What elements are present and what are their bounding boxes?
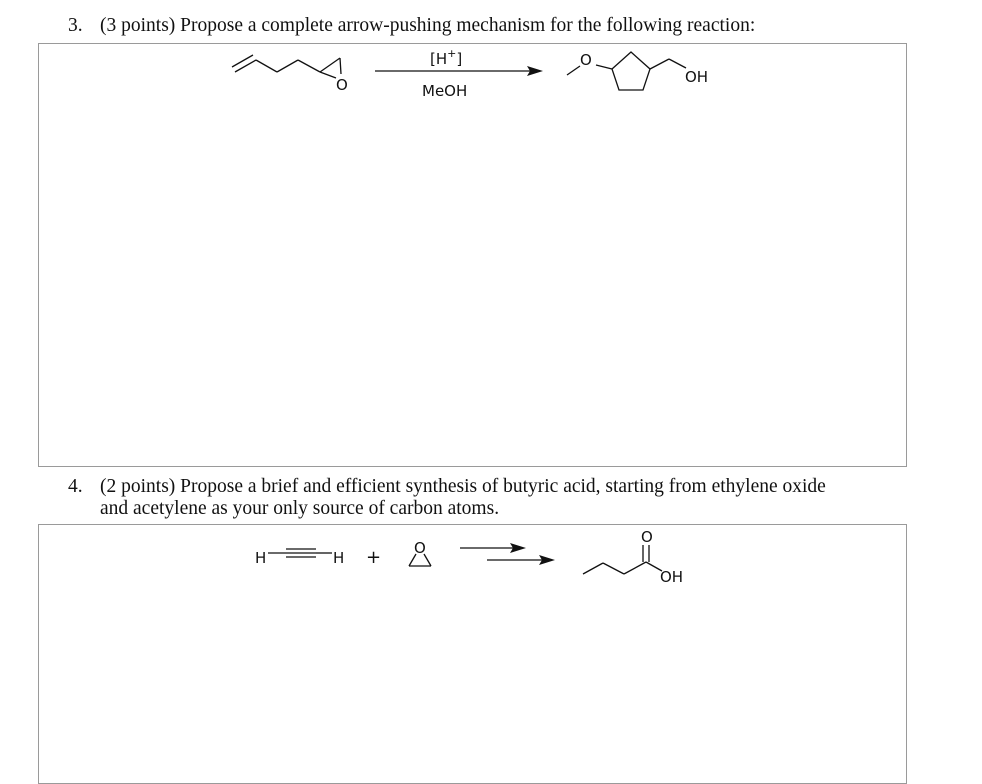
- carbonyl-oxygen-label: O: [641, 528, 653, 546]
- question-4-text-line-1: (2 points) Propose a brief and efficient synthesis of butyric acid, starting from ethylene oxide: [100, 476, 826, 497]
- product-hydroxyl-label: OH: [685, 68, 709, 86]
- reagent-methanol-label: MeOH: [422, 82, 468, 100]
- acid-hydroxyl-label: OH: [660, 568, 684, 586]
- butyric-acid: [583, 545, 662, 574]
- question-4-number: 4.: [68, 476, 83, 497]
- question-4-text-line-2: and acetylene as your only source of carbon atoms.: [100, 498, 500, 519]
- acetylene-h-left: H: [255, 549, 267, 567]
- epoxide-oxygen-label: O: [336, 76, 348, 94]
- two-step-arrows: [460, 548, 545, 560]
- acetylene-h-right: H: [333, 549, 345, 567]
- reagent-acid-label: [H+]: [430, 47, 463, 68]
- question-3-number: 3.: [68, 15, 83, 36]
- plus-sign: +: [366, 547, 382, 568]
- question-3-text: (3 points) Propose a complete arrow-pushing mechanism for the following reaction:: [100, 15, 756, 36]
- acetylene-triple-bond: [268, 549, 332, 557]
- ethylene-oxide-oxygen: O: [414, 539, 426, 557]
- ether-oxygen-label: O: [580, 51, 592, 69]
